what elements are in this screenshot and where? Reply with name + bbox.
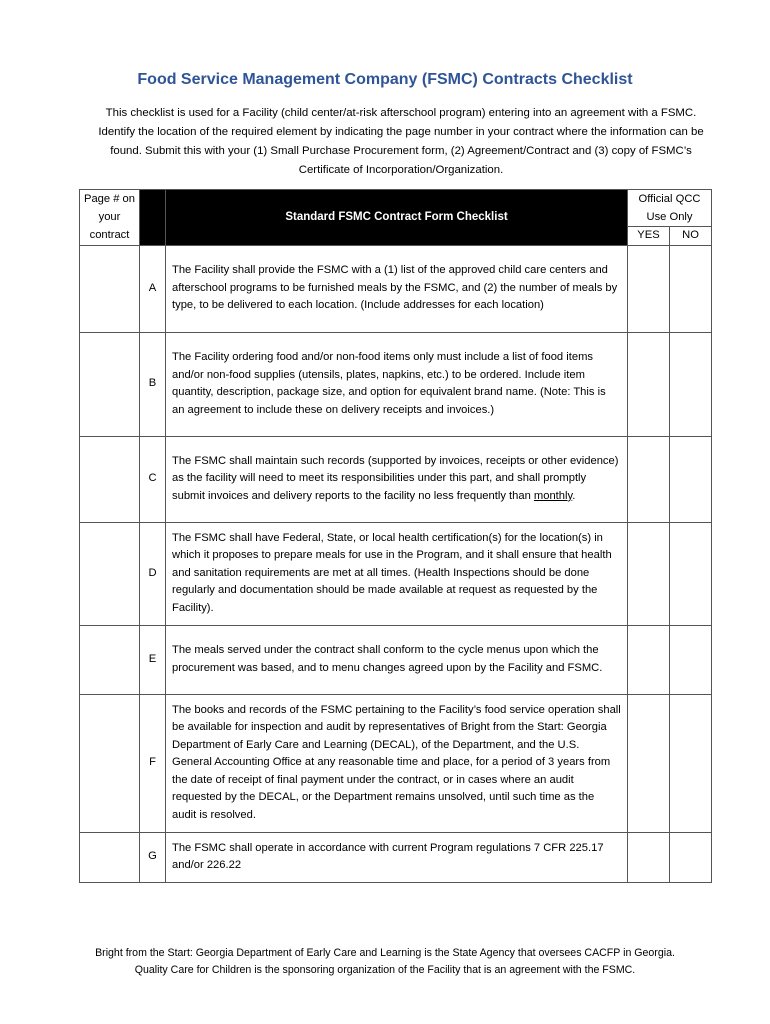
requirement-text: The FSMC shall have Federal, State, or local health certification(s) for the location(s) in which it proposes to prepare meals for use in the Program, and it shall ensure that health and sanitation requirements are met at all times. (Health Inspections should be done regularly and documentation should be made available at request as requested by the Facility). (166, 522, 628, 625)
qcc-yes-cell (628, 522, 670, 625)
page-column-header: Page # on your contract (80, 190, 140, 246)
no-column-header: NO (670, 227, 712, 246)
page-number-field[interactable] (80, 436, 140, 522)
qcc-yes-cell (628, 436, 670, 522)
requirement-text: The Facility ordering food and/or non-food items only must include a list of food items and/or non-food supplies (utensils, plates, napkins, etc.) to be ordered. Include item quantity, description, package size, and option for equivalent brand name. (Note: This is an agreement to include these on delivery receipts and invoices.) (166, 332, 628, 436)
requirement-text-tail: . (572, 489, 576, 502)
qcc-yes-cell (628, 332, 670, 436)
row-letter: G (140, 832, 166, 882)
checklist-column-header: Standard FSMC Contract Form Checklist (166, 190, 628, 246)
qcc-no-cell (670, 332, 712, 436)
intro-paragraph: This checklist is used for a Facility (child center/at-risk afterschool program) entering into an agreement with a FSMC. Identify the location of the required element by indicating the page number in your contract where the information can be found. Submit this with your (1) Small Purchase Procurement form, (2) Agreement/Contract and (3) copy of FSMC’s Certificate of Incorporation/Organization. (98, 107, 704, 176)
qcc-no-cell (670, 694, 712, 832)
footer (0, 945, 770, 979)
row-letter: F (140, 694, 166, 832)
requirement-text: The FSMC shall operate in accordance with current Program regulations 7 CFR 225.17 and/or 226.22 (166, 832, 628, 882)
page-number-field[interactable] (80, 694, 140, 832)
page-number-field[interactable] (80, 832, 140, 882)
qcc-yes-cell (628, 832, 670, 882)
row-letter: D (140, 522, 166, 625)
qcc-yes-cell (628, 625, 670, 694)
footer-line-1: Bright from the Start: Georgia Department of Early Care and Learning is the State Agency that oversees CACFP in Georgia. (95, 947, 675, 959)
footer-line-2: Quality Care for Children is the sponsoring organization of the Facility that is an agreement with the FSMC. (134, 964, 636, 976)
checklist-table (79, 189, 712, 883)
page-number-field[interactable] (80, 332, 140, 436)
requirement-text-main: The FSMC shall maintain such records (supported by invoices, receipts or other evidence) as the facility will need to meet its responsibilities under this part, and shall promptly submit invoices and delivery reports to the facility no less frequently than (172, 454, 619, 502)
yes-column-header: YES (628, 227, 670, 246)
table-row (80, 522, 712, 625)
table-row (80, 694, 712, 832)
row-letter: A (140, 245, 166, 332)
qcc-yes-cell (628, 245, 670, 332)
row-letter: C (140, 436, 166, 522)
row-letter: E (140, 625, 166, 694)
row-letter: B (140, 332, 166, 436)
requirement-text (166, 436, 628, 522)
table-row (80, 832, 712, 882)
letter-column-header (140, 190, 166, 246)
requirement-emphasis: monthly (533, 489, 573, 502)
qcc-column-header: Official QCC Use Only (628, 190, 712, 227)
requirement-text: The meals served under the contract shall conform to the cycle menus upon which the procurement was based, and to menu changes agreed upon by the Facility and FSMC. (166, 625, 628, 694)
table-row (80, 436, 712, 522)
table-row (80, 245, 712, 332)
table-row (80, 332, 712, 436)
requirement-text: The Facility shall provide the FSMC with a (1) list of the approved child care centers and afterschool programs to be furnished meals by the FSMC, and (2) the number of meals by type, to be delivered to each location. (Include addresses for each location) (166, 245, 628, 332)
header-row (80, 190, 712, 227)
qcc-no-cell (670, 522, 712, 625)
page-number-field[interactable] (80, 245, 140, 332)
qcc-no-cell (670, 436, 712, 522)
table-row (80, 625, 712, 694)
qcc-no-cell (670, 832, 712, 882)
qcc-no-cell (670, 245, 712, 332)
qcc-yes-cell (628, 694, 670, 832)
qcc-no-cell (670, 625, 712, 694)
page-number-field[interactable] (80, 522, 140, 625)
page-title: Food Service Management Company (FSMC) Contracts Checklist (137, 71, 633, 88)
page-number-field[interactable] (80, 625, 140, 694)
requirement-text: The books and records of the FSMC pertaining to the Facility’s food service operation shall be available for inspection and audit by representatives of Bright from the Start: Georgia Department of Early Care and Learning (DECAL), of the Department, and the U.S. General Accounting Office at any reasonable time and place, for a period of 3 years from the date of receipt of final payment under the contract, or in cases where an audit requested by the DECAL, or the Department remains unsolved, until such time as the audit is resolved. (166, 694, 628, 832)
